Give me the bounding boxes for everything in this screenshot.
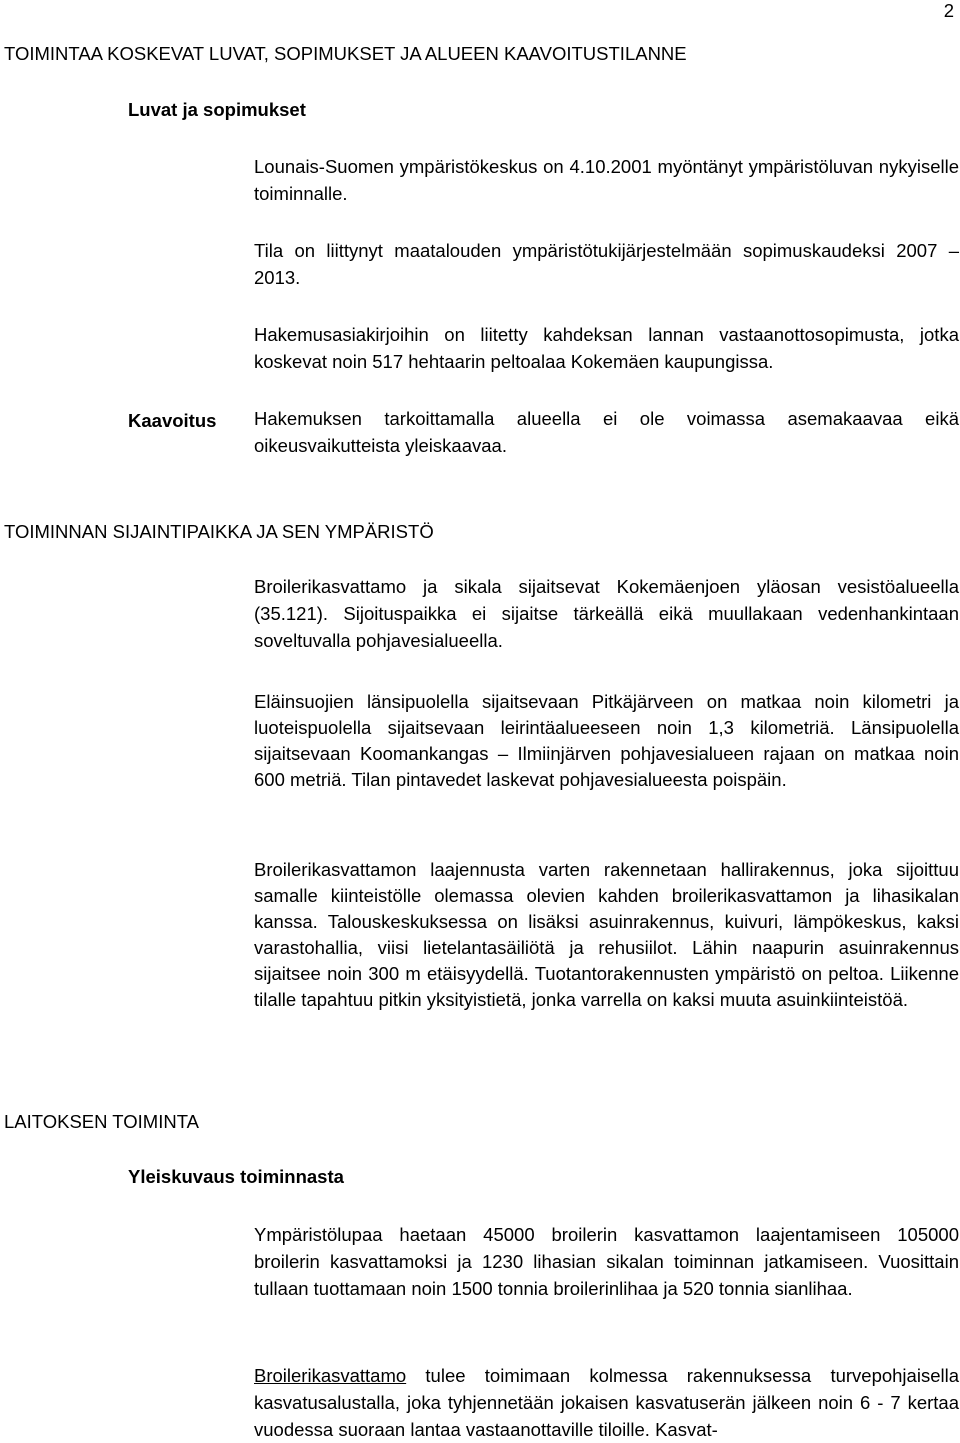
subheading-general-description: Yleiskuvaus toiminnasta xyxy=(128,1166,344,1187)
paragraph-zoning: Hakemuksen tarkoittamalla alueella ei ole voimassa asemakaavaa eikä oikeusvaikutteista yleiskaavaa. xyxy=(254,408,959,456)
paragraph-support-system: Tila on liittynyt maatalouden ympäristötukijärjestelmään sopimuskaudeksi 2007 – 2013. xyxy=(254,240,959,288)
kaavoitus-label: Kaavoitus xyxy=(128,410,217,431)
paragraph-manure-agreements: Hakemusasiakirjoihin on liitetty kahdeksan lannan vastaanottosopimusta, jotka koskevat noin 517 hehtaarin peltoalaa Kokemäen kaupungissa. xyxy=(254,324,959,372)
underlined-term: Broilerikasvattamo xyxy=(254,1365,407,1386)
section-heading-location: TOIMINNAN SIJAINTIPAIKKA JA SEN YMPÄRISTÖ xyxy=(4,521,434,542)
paragraph-watershed: Broilerikasvattamo ja sikala sijaitsevat Kokemäenjoen yläosan vesistöalueella (35.121). Sijoituspaikka ei sijaitse tärkeällä eikä muullakaan vedenhankintaan soveltuvalla pohjavesialueella. xyxy=(254,576,959,651)
paragraph-broiler-operation xyxy=(254,1362,959,1443)
section-heading-permits: TOIMINTAA KOSKEVAT LUVAT, SOPIMUKSET JA ALUEEN KAAVOITUSTILANNE xyxy=(4,43,687,64)
paragraph-environmental-permit: Lounais-Suomen ympäristökeskus on 4.10.2001 myöntänyt ympäristöluvan nykyiselle toiminnalle. xyxy=(254,156,959,204)
paragraph-buildings: Broilerikasvattamon laajennusta varten rakennetaan hallirakennus, joka sijoittuu samalle kiinteistölle olemassa olevien kahden broilerikasvattamon ja lihasikalan kanssa. Talouskeskuksessa on lisäksi asuinrakennus, kuivuri, lämpökeskus, kaksi varastohallia, viisi lietelantasäiliötä ja rehusiilot. Lähin naapurin asuinrakennus sijaitsee noin 300 m etäisyydellä. Tuotantorakennusten ympäristö on peltoa. Liikenne tilalle tapahtuu pitkin yksityistietä, jonka varrella on kaksi muuta asuinkiinteistöä. xyxy=(254,859,959,1010)
paragraph-distances: Eläinsuojien länsipuolella sijaitsevaan Pitkäjärveen on matkaa noin kilometri ja luoteispuolella sijaitsevaan leirintäalueeseen noin 1,3 kilometriä. Länsipuolella sijaitsevaan Koomankangas – Ilmiinjärven pohjavesialueen rajaan on matkaa noin 600 metriä. Tilan pintavedet laskevat pohjavesialueesta poispäin. xyxy=(254,691,959,790)
section-heading-operation: LAITOKSEN TOIMINTA xyxy=(4,1111,199,1132)
page-number: 2 xyxy=(943,0,954,21)
paragraph-permit-application: Ympäristölupaa haetaan 45000 broilerin kasvattamon laajentamiseen 105000 broilerin kasvattamoksi ja 1230 lihasian sikalan toiminnan jatkamiseen. Vuosittain tullaan tuottamaan noin 1500 tonnia broilerinlihaa ja 520 tonnia sianlihaa. xyxy=(254,1224,959,1299)
subheading-permits-agreements: Luvat ja sopimukset xyxy=(128,99,306,120)
paragraph-broiler-rest: tulee toimimaan kolmessa rakennuksessa turvepohjaisella kasvatusalustalla, joka tyhjennetään jokaisen kasvatuserän jälkeen noin 6 - 7 kertaa vuodessa suoraan lantaa vastaanottaville tiloille. Kasvat- xyxy=(254,1365,959,1440)
